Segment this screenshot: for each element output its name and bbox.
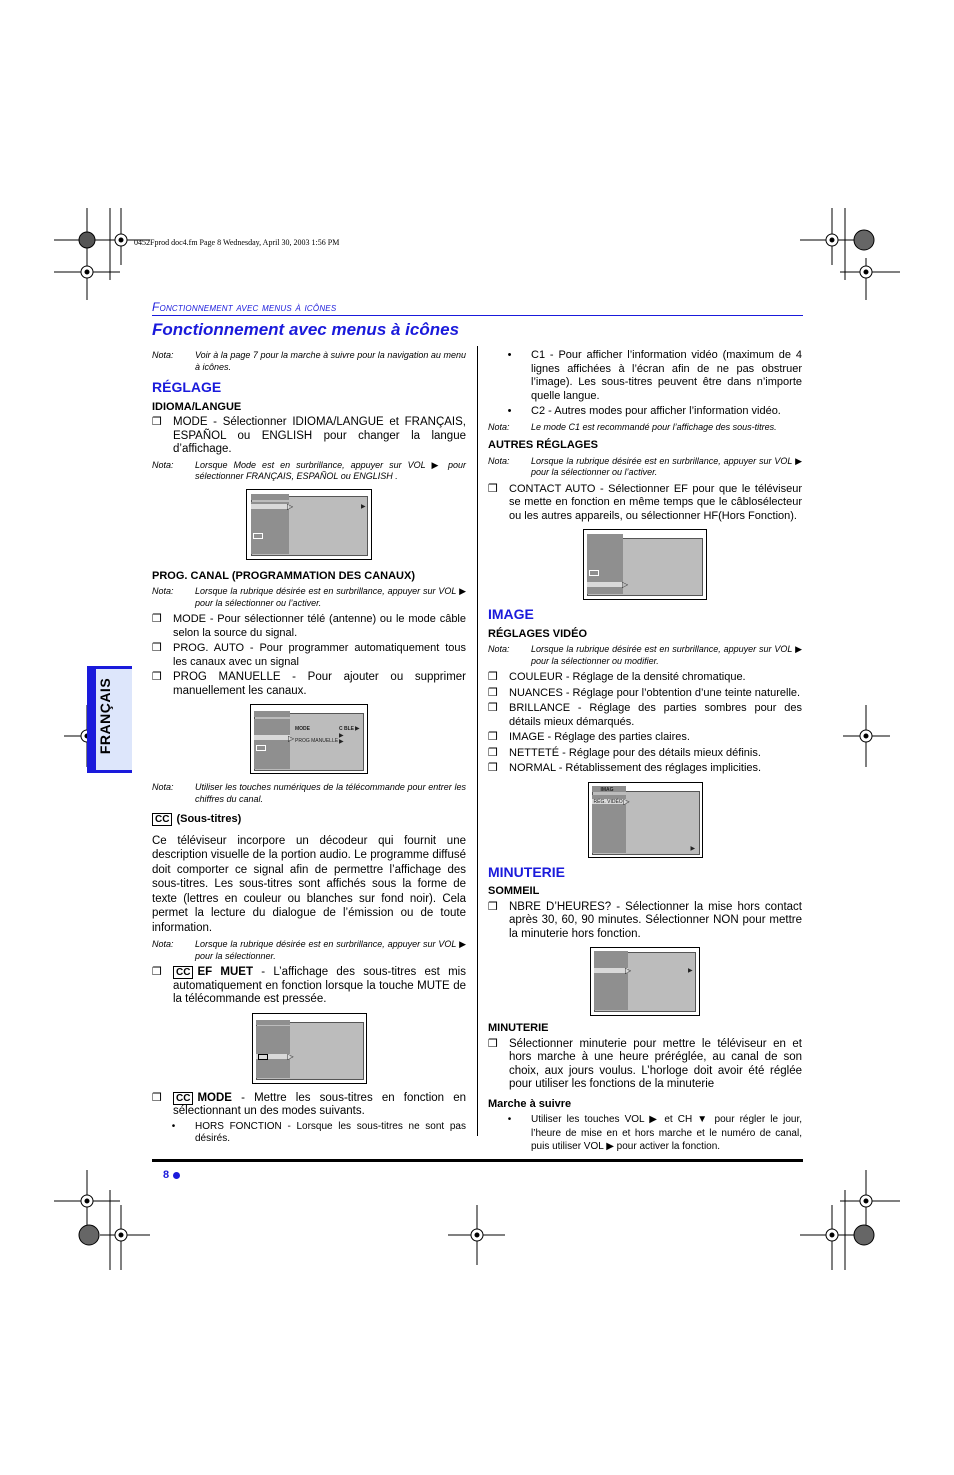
list-item [488, 1038, 802, 1092]
item-text: PROG. AUTO - Pour programmer automatiquement tous les canaux avec un signal [173, 642, 466, 668]
list-item [488, 747, 802, 761]
nota-mode [152, 460, 466, 483]
side-tab-label: FRANÇAIS [97, 677, 113, 755]
checkbox-bullet-icon: ❒ [152, 416, 162, 428]
bullet-text: Utiliser les touches VOL ▶ et CH ▼ pour régler le jour, l’heure de mise en et hors marche et le numéro de canal, puis utiliser VOL ▶ pour activer la fonction. [531, 1114, 802, 1152]
nota-navigation [152, 350, 466, 373]
efmuet-text: - L’affichage des sous-titres est mis automatiquement en fonction lorsque la touche MUTE de la télécommande est pressée. [173, 966, 466, 1005]
left-column [152, 347, 466, 1148]
nota-text: Le mode C1 est recommandé pour l’affichage des sous-titres. [531, 421, 777, 432]
item-text: NBRE D’HEURES? - Sélectionner la mise hors contact après 30, 60, 90 minutes. Sélectionner NON pour mettre la minuterie hors fonction. [509, 900, 802, 940]
menu-label-cable: C BLE [339, 726, 354, 732]
nota-text: Lorsque la rubrique désirée est en surbrillance, appuyer sur VOL ▶ pour la sélectionner. [195, 939, 466, 961]
menu-screen-autres [583, 529, 707, 600]
menu-selected-row [594, 968, 628, 973]
cc-paragraph: Ce téléviseur incorpore un décodeur qui fournit une description visuelle de la portion audio. Le programme diffusé doit comporter ce signal afin de permettre l’affichage des sous-titres. Les sous-titres sont affichés sous la forme de texte (lettres en couleur ou blanches sur fond noir). Cela permet la lecture du dialogue de l’émission ou de toute information. [152, 834, 466, 934]
cc-heading-text: (Sous-titres) [176, 813, 242, 825]
checkbox-bullet-icon: ❒ [152, 613, 162, 625]
checkbox-bullet-icon: ❒ [488, 482, 498, 495]
menu-selected-row [587, 582, 623, 587]
checkbox-bullet-icon: ❒ [152, 1091, 162, 1104]
nota-text: Lorsque Mode est en surbrillance, appuyer sur VOL ▶ pour sélectionner FRANÇAIS, ESPAÑOL ou ENGLISH . [195, 459, 466, 481]
menu-screen-image [588, 782, 703, 858]
item-text: MODE - Sélectionner IDIOMA/LANGUE et FRANÇAIS, ESPAÑOL ou ENGLISH pour changer la langue d’affichage. [173, 416, 466, 455]
arrow-right-icon: ▷ [623, 796, 630, 806]
menu-sidebar [256, 1026, 290, 1078]
mode-text: - Mettre les sous-titres en fonction en sélectionnant un des modes suivants. [173, 1091, 466, 1117]
list-item [488, 687, 802, 701]
arrow-right-icon: ▶ [339, 739, 344, 745]
header-rule [152, 315, 803, 316]
page-dot-icon [173, 1172, 180, 1179]
subheading-minuterie: MINUTERIE [488, 1022, 549, 1034]
item-text: NORMAL - Rétablissement des réglages implicities. [509, 762, 762, 774]
nota-numeric [152, 782, 466, 805]
item-text: CONTACT AUTO - Sélectionner EF pour que le téléviseur se mette en fonction en même temps que le câblosélecteur ou les autres appareils, ou sélectionner HF(Hors Fonction). [509, 482, 802, 522]
menu-label-prog: PROG MANUELLE [295, 738, 339, 744]
menu-label-tab: IMAG [600, 786, 614, 793]
checkbox-bullet-icon: ❒ [488, 900, 498, 913]
menu-screen-prog [250, 704, 368, 774]
nota-prog [152, 586, 466, 609]
bullet-item: • HORS FONCTION - Lorsque les sous-titres ne sont pas désirés. [171, 1120, 466, 1144]
page-title: Fonctionnement avec menus à icônes [152, 320, 460, 339]
menu-icon [589, 570, 599, 576]
item-text: IMAGE - Réglage des parties claires. [509, 731, 690, 743]
mode-title: MODE [197, 1091, 232, 1104]
menu-icon [258, 1054, 268, 1060]
menu-screen-idioma [246, 489, 372, 560]
menu-label-item: RÉG. VIDÉO [593, 798, 623, 805]
list-item [488, 671, 802, 685]
language-side-tab [87, 666, 132, 773]
bullet-item: • Utiliser les touches VOL ▶ et CH ▼ pour régler le jour, l’heure de mise en et hors marche et le numéro de canal, puis utiliser VOL ▶ pour activer la fonction. [507, 1114, 802, 1152]
nota-label: Nota: [152, 586, 174, 596]
checkbox-bullet-icon: ❒ [488, 762, 498, 774]
cc-badge: CC [173, 966, 193, 979]
subheading-prog-canal: PROG. CANAL (PROGRAMMATION DES CANAUX) [152, 569, 415, 582]
list-item [488, 702, 802, 729]
file-info-line: 0452Fprod doc4.fm Page 8 Wednesday, April 30, 2003 1:56 PM [134, 238, 340, 247]
nota-text: Lorsque la rubrique désirée est en surbrillance, appuyer sur VOL ▶ pour la sélectionner ou l’activer. [531, 455, 802, 477]
nota-text: Utiliser les touches numériques de la télécommande pour entrer les chiffres du canal. [195, 782, 466, 804]
item-text: COULEUR - Réglage de la densité chromatique. [509, 671, 746, 683]
nota-image [488, 644, 802, 667]
checkbox-bullet-icon: ❒ [488, 686, 498, 699]
subheading-marche: Marche à suivre [488, 1097, 572, 1110]
nota-text: Lorsque la rubrique désirée est en surbrillance, appuyer sur VOL ▶ pour la sélectionner ou modifier. [531, 644, 802, 666]
page-number: 8 [163, 1169, 170, 1181]
nota-label: Nota: [152, 782, 174, 792]
menu-sidebar [594, 956, 628, 1010]
bullet-text: HORS FONCTION - Lorsque les sous-titres ne sont pas désirés. [195, 1120, 466, 1144]
nota-label: Nota: [488, 644, 510, 654]
menu-tab [587, 534, 623, 540]
list-item [152, 416, 466, 457]
running-head: Fonctionnement avec menus à icônes [152, 300, 337, 314]
arrow-right-icon: ▶ [361, 503, 366, 510]
menu-screen-cc [252, 1013, 367, 1084]
subheading-autres: AUTRES RÉGLAGES [488, 439, 599, 451]
checkbox-bullet-icon: ❒ [488, 702, 498, 714]
menu-sidebar [251, 502, 289, 554]
section-heading-image: IMAGE [488, 606, 534, 622]
item-text: NETTETÉ - Réglage pour des détails mieux définis. [509, 746, 761, 759]
list-item [488, 731, 802, 745]
menu-selected-row [254, 735, 290, 740]
checkbox-bullet-icon: ❒ [488, 746, 498, 759]
footer-rule [152, 1159, 803, 1162]
nota-text: Voir à la page 7 pour la marche à suivre pour la navigation au menu à icônes. [195, 350, 466, 372]
checkbox-bullet-icon: ❒ [488, 1037, 498, 1050]
menu-tab [594, 951, 628, 956]
list-item [152, 1092, 466, 1119]
bullet-item: • C1 - Pour afficher l’information vidéo (maximum de 4 lignes affichées à l’écran afin de ne pas obstruer l’image). Les sous-titres peuvent être dans n’importe quelle langue. [507, 349, 802, 402]
right-column [488, 347, 802, 1156]
subheading-sommeil: SOMMEIL [488, 885, 540, 897]
list-item [488, 762, 802, 776]
item-text: BRILLANCE - Réglage des parties sombres pour des détails mieux démarqués. [509, 702, 802, 728]
checkbox-bullet-icon: ❒ [152, 671, 162, 683]
nota-c1 [488, 422, 802, 434]
nota-autres [488, 456, 802, 479]
arrow-right-icon: ▷ [287, 501, 294, 511]
arrow-right-icon: ▶ [690, 845, 696, 852]
bullet-item: • C2 - Autres modes pour afficher l’information vidéo. [488, 405, 802, 419]
list-item [488, 483, 802, 524]
arrow-right-icon: ▷ [625, 966, 632, 975]
efmuet-title: EF MUET [197, 966, 253, 978]
nota-text: Lorsque la rubrique désirée est en surbrillance, appuyer sur VOL ▶ pour la sélectionner ou l’activer. [195, 586, 466, 608]
nota-label: Nota: [152, 459, 174, 470]
nota-label: Nota: [152, 939, 174, 949]
cc-badge: CC [173, 1092, 193, 1105]
menu-tab [251, 494, 289, 500]
arrow-right-icon: ▷ [622, 580, 629, 589]
nota-label: Nota: [488, 455, 510, 466]
list-item [152, 671, 466, 698]
arrow-right-icon: ▷ [288, 734, 295, 743]
list-item [152, 642, 466, 669]
arrow-right-icon: ▶ [355, 726, 360, 732]
menu-icon [256, 745, 266, 751]
nota-label: Nota: [488, 421, 510, 432]
bullet-text: C2 - Autres modes pour afficher l’information vidéo. [531, 405, 781, 417]
item-text: PROG MANUELLE - Pour ajouter ou supprimer manuellement les canaux. [173, 671, 466, 697]
item-text: NUANCES - Réglage pour l’obtention d’une teinte naturelle. [509, 686, 801, 699]
subheading-reglages-video: RÉGLAGES VIDÉO [488, 627, 588, 640]
nota-cc [152, 939, 466, 962]
item-text: MODE - Pour sélectionner télé (antenne) ou le mode câble selon la source du signal. [173, 613, 466, 639]
arrow-right-icon: ▶ [688, 968, 693, 974]
arrow-right-icon: ▷ [287, 1051, 294, 1061]
checkbox-bullet-icon: ❒ [152, 642, 162, 654]
checkbox-bullet-icon: ❒ [152, 966, 162, 978]
menu-sidebar [254, 719, 290, 769]
list-item [488, 901, 802, 942]
nota-label: Nota: [152, 350, 174, 360]
menu-screen-minuterie [590, 947, 700, 1016]
list-item [152, 613, 466, 640]
menu-icon [253, 533, 263, 539]
bullet-text: C1 - Pour afficher l’information vidéo (maximum de 4 lignes affichées à l’écran afin de ne pas obstruer l’image). Les sous-titres peuvent être dans n’importe quelle langue. [531, 349, 802, 402]
menu-label-mode: MODE [295, 726, 310, 732]
item-text [173, 966, 466, 1007]
checkbox-bullet-icon: ❒ [488, 731, 498, 743]
list-item [152, 966, 466, 1007]
arrow-right-icon: ▶ [339, 733, 344, 739]
menu-selected-row [251, 504, 289, 509]
subheading-idioma: IDIOMA/LANGUE [152, 400, 242, 413]
column-separator [477, 346, 478, 1136]
menu-tab [256, 1020, 290, 1025]
cc-badge: CC [152, 813, 172, 826]
item-text: Sélectionner minuterie pour mettre le téléviseur en et hors marche à une heure préréglée, au canal de son choix, aux jours voulus. L’horloge doit avoir été réglée pour utiliser les fonctions de la minuterie [509, 1037, 802, 1090]
checkbox-bullet-icon: ❒ [488, 671, 498, 683]
subheading-cc [152, 813, 466, 827]
section-heading-reglage: RÉGLAGE [152, 379, 222, 395]
item-text [173, 1092, 466, 1119]
menu-tab [254, 711, 290, 717]
section-heading-minuterie: MINUTERIE [488, 863, 565, 880]
